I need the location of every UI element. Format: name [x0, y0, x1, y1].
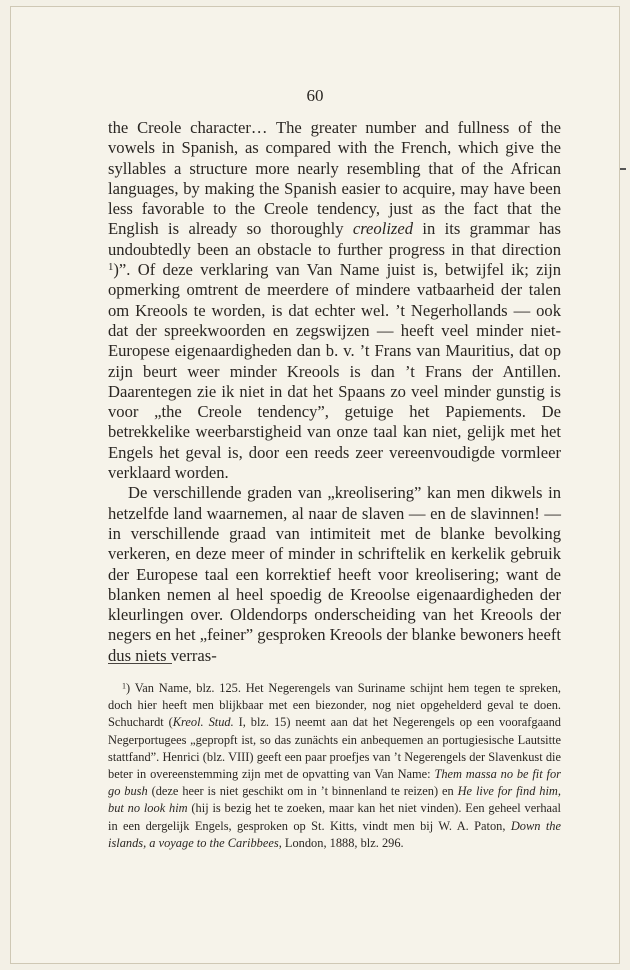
margin-mark	[620, 168, 626, 170]
footnote-marker: 1	[122, 681, 127, 691]
paragraph-2: De verschillende graden van „kreolisering” kan men dikwels in hetzelfde land waarnemen, al naar de slaven — en de slavinnen! — in verschillende graad van intimiteit met de blanke bevolking verkeren, en deze meer of minder in schriftelik en kerkelik gebruik der Europese taal een korrektief heeft voor kreolisering; want de blanken nemen al heel spoedig de Kreoolse eigenaardigheden der kleurlingen over. Oldendorps onderscheiding van het Kreools der negers en het „feiner” gesproken Kreools der blanke bewoners heeft dus niets verras-	[108, 483, 561, 665]
paragraph-1-text-b: in its grammar has undoubtedly been an obstacle to further progress in that direction	[108, 219, 561, 259]
footnote-text-1: ) Van Name, blz. 125. Het Negerengels van Suriname schijnt hem tegen te spreken, doch hier heeft men blijkbaar met een biezonder, nog niet opgehelderd geval te doen. Schuchardt (	[108, 681, 561, 730]
footnote	[108, 680, 561, 852]
footnote-text-4: (hij is bezig het te zoeken, maar kan het niet vinden). Een geheel verhaal in een dergelijk Engels, gesproken op St. Kitts, vindt men bij W. A. Paton,	[108, 801, 562, 833]
footnote-paragraph	[108, 680, 561, 852]
footnote-rule	[108, 663, 172, 664]
page-number: 60	[306, 86, 324, 105]
footnote-text-5: , London, 1888, blz. 296.	[278, 835, 404, 850]
footnote-italic-1: Kreol. Stud.	[172, 715, 234, 730]
footnote-reference: 1	[108, 261, 114, 274]
paragraph-1-text-c: )”. Of deze verklaring van Van Name juist is, betwijfel ik; zijn opmerking omtrent de meerdere of mindere vatbaarheid der talen om Kreools te worden, is dat echter wel. ’t Negerhollands — ook dat der spreekwoorden en zegswijzen — heeft veel minder niet-Europese eigenaardigheden dan b. v. ’t Frans van Mauritius, dat op zijn beurt weer minder Kreools is dan ’t Frans der Antillen. Daarentegen zie ik niet in dat het Spaans zo veel minder gunstig is voor „the Creole tendency”, getuige het Papiements. De betrekkelike weerbarstigheid van onze taal kan niet, gelijk met het Engels het geval is, door een reeds zeer vereenvoudigde vormleer verklaard worden.	[108, 260, 561, 483]
main-text	[108, 118, 561, 666]
footnote-italic-3: He live for find him, but no look him	[108, 784, 561, 816]
footnote-text-3: (deze heer is niet geschikt om in ’t binnenland te reizen) en	[147, 784, 458, 799]
paragraph-1-text-a: the Creole character… The greater number and fullness of the vowels in Spanish, as compared with the French, which give the syllables a structure more nearly resembling that of the African languages, by making the Spanish easier to acquire, may have been less favorable to the Creole tendency, just as the fact that the English is already so thoroughly	[108, 118, 561, 239]
footnote-text-2: I, blz. 15) neemt aan dat het Negerengels op een voorafgaand Negerportugees „gepropft ist, so das zunächts ein anbequemen an portugiesische Lautsitte stattfand”. Henrici (blz. VIII) geeft een paar proefjes van ’t Negerengels der Slavenkust die beter in overeenstemming zijn met de opvatting van Van Name:	[108, 715, 562, 782]
footnote-italic-4: Down the islands, a voyage to the Caribbees	[108, 818, 561, 850]
footnote-italic-2: Them massa no be fit for go bush	[108, 767, 561, 799]
italic-creolized: creolized	[352, 219, 414, 239]
paragraph-1	[108, 118, 561, 483]
